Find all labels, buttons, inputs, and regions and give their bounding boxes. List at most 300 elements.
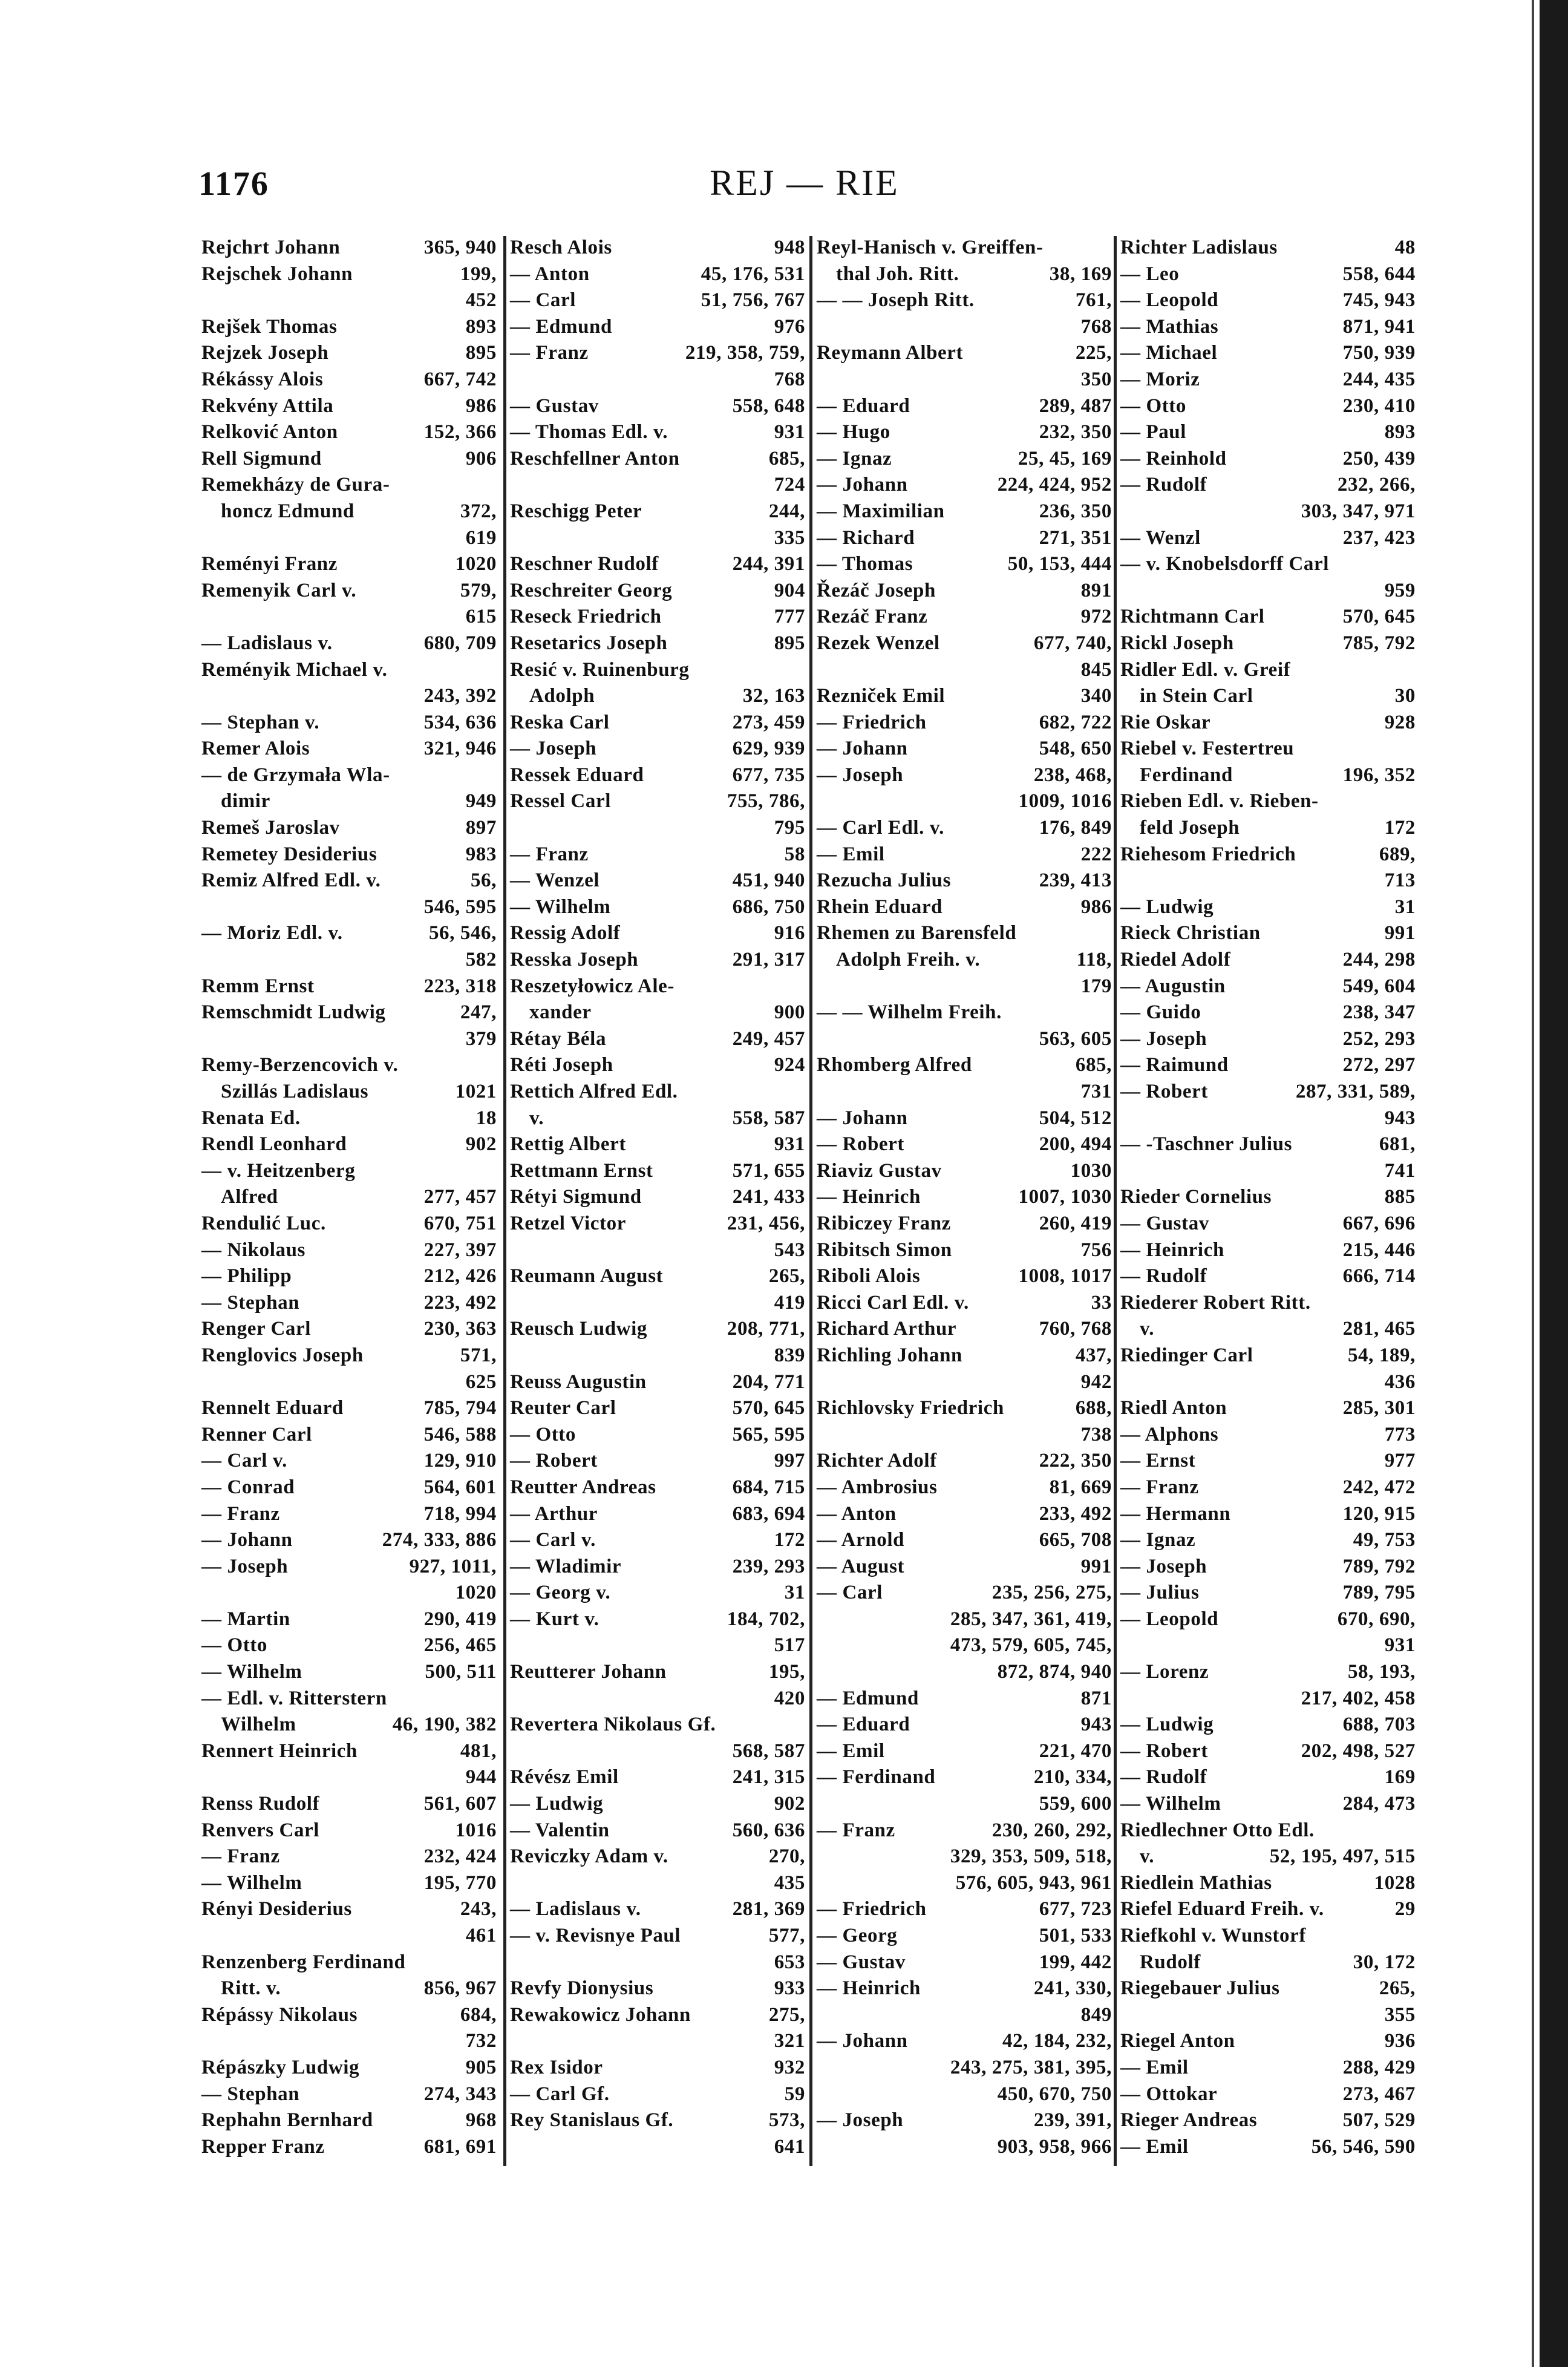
index-entry <box>1120 1606 1416 1633</box>
index-entry <box>201 630 497 657</box>
entry-page-refs: 237, 423 <box>1342 526 1416 549</box>
entry-page-refs: 931 <box>774 421 805 444</box>
entry-name: — Eduard <box>817 394 910 417</box>
entry-name: Riboli Alois <box>817 1265 921 1288</box>
entry-page-refs: 33 <box>1091 1291 1112 1314</box>
entry-page-refs: 58, 193, <box>1347 1661 1416 1683</box>
entry-name: — Raimund <box>1120 1054 1229 1076</box>
entry-name: Répászky Ludwig <box>201 2056 360 2078</box>
entry-name: Ricci Carl Edl. v. <box>817 1291 969 1314</box>
index-entry <box>201 710 497 736</box>
entry-name: — Carl Edl. v. <box>817 817 945 839</box>
entry-name: Riegebauer Julius <box>1120 1977 1280 2000</box>
index-entry <box>510 1052 805 1079</box>
index-entry <box>510 1712 805 1738</box>
index-entry <box>510 1896 805 1923</box>
entry-page-refs <box>1410 1290 1416 1317</box>
entry-name: — — Wilhelm Freih. <box>817 1001 1002 1024</box>
entry-name: — Joseph <box>510 738 597 760</box>
entry-name: Riaviz Gustav <box>817 1159 942 1182</box>
index-entry <box>817 1896 1112 1923</box>
index-entry-continuation <box>201 947 497 974</box>
entry-page-refs: 238, 347 <box>1342 1001 1416 1024</box>
index-entry <box>817 2107 1112 2134</box>
entry-page-refs: 724 <box>774 474 805 496</box>
entry-page-refs: 481, <box>460 1740 497 1762</box>
entry-page-refs: 340 <box>1080 685 1112 707</box>
index-entry-continuation <box>817 1870 1112 1897</box>
entry-name: — Gustav <box>1120 1212 1209 1234</box>
entry-page-refs: 681, <box>1379 1133 1416 1156</box>
index-entry-continuation <box>510 1237 805 1264</box>
entry-page-refs: 685, <box>768 447 805 470</box>
entry-name: — Gustav <box>817 1951 906 1973</box>
entry-page-refs: 435 <box>774 1871 805 1894</box>
index-entry <box>1120 1791 1416 1818</box>
entry-name: — Otto <box>201 1634 267 1657</box>
entry-page-refs: 750, 939 <box>1342 342 1416 364</box>
index-entry-continuation <box>1120 499 1416 525</box>
index-entry <box>201 1131 497 1158</box>
index-entry-continuation <box>510 2028 805 2055</box>
entry-page-refs: 667, 742 <box>423 368 497 390</box>
entry-name: — Friedrich <box>817 711 927 733</box>
entry-page-refs: 54, 189, <box>1347 1344 1416 1366</box>
entry-name: — Thomas Edl. v. <box>510 421 668 444</box>
entry-page-refs: 179 <box>1080 975 1112 997</box>
entry-page-refs: 250, 439 <box>1342 447 1416 470</box>
entry-name: Resetarics Joseph <box>510 632 668 654</box>
entry-page-refs: 755, 786, <box>727 790 805 813</box>
index-entry <box>201 2107 497 2134</box>
entry-page-refs: 1020 <box>455 1582 497 1604</box>
index-entry <box>817 551 1112 578</box>
index-column-4 <box>1120 235 1416 2160</box>
index-entry-continuation <box>510 1343 805 1369</box>
entry-page-refs: 504, 512 <box>1039 1107 1112 1129</box>
entry-name: — Julius <box>1120 1582 1200 1604</box>
index-entry <box>510 1105 805 1132</box>
entry-name: — August <box>817 1555 905 1577</box>
entry-page-refs: 243, <box>460 1898 497 1920</box>
index-entry <box>1120 842 1416 868</box>
index-entry <box>1120 1764 1416 1791</box>
entry-page-refs: 287, 331, 589, <box>1295 1081 1416 1102</box>
entry-name: Rhein Eduard <box>817 895 943 918</box>
entry-name: — -Taschner Julius <box>1120 1133 1293 1156</box>
index-entry <box>510 974 805 1000</box>
index-entry-continuation <box>817 2134 1112 2161</box>
entry-page-refs <box>1410 1923 1416 1950</box>
index-entry <box>817 710 1112 736</box>
entry-name: Riefkohl v. Wunstorf <box>1120 1925 1306 1946</box>
entry-page-refs: 58 <box>784 843 805 865</box>
index-entry <box>1120 1131 1416 1158</box>
entry-page-refs: 684, 715 <box>732 1476 805 1498</box>
index-entry <box>817 604 1112 630</box>
entry-name: — Johann <box>817 1107 908 1129</box>
entry-page-refs: 223, 492 <box>423 1291 497 1314</box>
entry-page-refs: 199, <box>460 263 497 285</box>
entry-page-refs: 242, 472 <box>1342 1476 1416 1498</box>
index-entry <box>201 657 497 684</box>
entry-name: Rennelt Eduard <box>201 1397 344 1419</box>
entry-page-refs: 563, 605 <box>1039 1027 1112 1050</box>
entry-name: — Joseph <box>817 2109 904 2132</box>
entry-page-refs: 215, 446 <box>1342 1239 1416 1261</box>
entry-page-refs <box>1106 235 1112 261</box>
entry-page-refs: 685, <box>1075 1054 1112 1076</box>
entry-name: Rétyi Sigmund <box>510 1186 642 1208</box>
entry-page-refs: 893 <box>465 315 497 338</box>
entry-page-refs: 507, 529 <box>1342 2109 1416 2132</box>
index-entry <box>817 1211 1112 1237</box>
entry-name: Ressig Adolf <box>510 922 621 945</box>
entry-name: — Ludwig <box>510 1793 604 1815</box>
entry-page-refs: 202, 498, 527 <box>1301 1740 1416 1762</box>
entry-page-refs: 968 <box>465 2109 497 2132</box>
entry-name: — Moriz <box>1120 368 1200 390</box>
entry-page-refs: 789, 792 <box>1342 1555 1416 1577</box>
index-entry <box>817 1184 1112 1211</box>
entry-name: Renglovics Joseph <box>201 1344 364 1366</box>
entry-name: Richard Arthur <box>817 1318 957 1340</box>
entry-page-refs: 223, 318 <box>423 975 497 997</box>
entry-page-refs: 667, 696 <box>1342 1212 1416 1234</box>
index-entry <box>817 287 1112 314</box>
entry-name: Riebel v. Festertreu <box>1120 738 1295 760</box>
entry-page-refs: 420 <box>774 1687 805 1709</box>
index-entry <box>1120 2107 1416 2134</box>
entry-name: — Carl v. <box>201 1450 287 1472</box>
index-entry <box>1120 1923 1416 1950</box>
index-entry-continuation <box>817 2081 1112 2108</box>
index-entry <box>510 710 805 736</box>
entry-page-refs: 943 <box>1080 1714 1112 1736</box>
entry-name: — v. Revisnye Paul <box>510 1925 681 1946</box>
entry-page-refs: 576, 605, 943, 961 <box>955 1871 1112 1894</box>
entry-name: — Nikolaus <box>201 1239 305 1261</box>
entry-page-refs: 760, 768 <box>1039 1318 1112 1340</box>
entry-page-refs: 230, 260, 292, <box>991 1819 1112 1841</box>
entry-name: Reymann Albert <box>817 342 964 364</box>
entry-page-refs: 1007, 1030 <box>1018 1186 1112 1208</box>
entry-name: — Rudolf <box>1120 1265 1207 1288</box>
index-entry <box>510 604 805 630</box>
entry-name: — Robert <box>1120 1081 1209 1102</box>
entry-page-refs: 732 <box>465 2030 497 2052</box>
entry-name: Remeš Jaroslav <box>201 817 340 839</box>
index-entry <box>1120 1316 1416 1343</box>
entry-name: Rey Stanislaus Gf. <box>510 2109 674 2132</box>
entry-page-refs <box>491 472 497 499</box>
entry-page-refs: 577, <box>768 1925 805 1946</box>
entry-page-refs: 51, 756, 767 <box>701 289 805 312</box>
index-entry-continuation <box>1120 578 1416 604</box>
entry-name: Rudolf <box>1140 1951 1201 1973</box>
entry-page-refs: 217, 402, 458 <box>1301 1687 1416 1709</box>
entry-page-refs: 683, 694 <box>732 1502 805 1525</box>
entry-page-refs: 579, <box>460 579 497 601</box>
entry-name: Revertera Nikolaus Gf. <box>510 1714 716 1736</box>
index-entry <box>510 1395 805 1422</box>
index-entry <box>201 314 497 341</box>
entry-page-refs: 688, 703 <box>1342 1714 1416 1736</box>
column-divider <box>503 236 506 2166</box>
entry-page-refs: 204, 771 <box>732 1370 805 1393</box>
entry-name: Reschigg Peter <box>510 500 642 522</box>
index-entry-continuation <box>201 1580 497 1606</box>
index-entry <box>1120 1290 1416 1317</box>
index-entry <box>1120 1580 1416 1606</box>
entry-name: — Wladimir <box>510 1555 622 1577</box>
entry-page-refs: 231, 456, <box>727 1212 805 1234</box>
entry-name: Rell Sigmund <box>201 447 322 470</box>
entry-page-refs: 895 <box>465 342 497 364</box>
entry-name: Renss Rudolf <box>201 1793 320 1815</box>
index-entry <box>201 736 497 762</box>
index-entry <box>1120 261 1416 288</box>
index-entry <box>201 1554 497 1580</box>
entry-page-refs: 561, 607 <box>423 1793 497 1815</box>
entry-page-refs: 152, 366 <box>423 421 497 444</box>
entry-name: — Mathias <box>1120 315 1219 338</box>
index-entry <box>1120 340 1416 367</box>
entry-page-refs: 856, 967 <box>423 1977 497 2000</box>
index-entry-continuation <box>201 894 497 921</box>
entry-name: Richlovsky Friedrich <box>817 1397 1004 1419</box>
index-entry-continuation <box>1120 1369 1416 1396</box>
index-entry <box>201 472 497 499</box>
index-entry <box>201 1158 497 1185</box>
entry-page-refs: 931 <box>774 1133 805 1156</box>
entry-page-refs: 916 <box>774 922 805 945</box>
entry-name: Renzenberg Ferdinand <box>201 1951 406 1973</box>
index-entry <box>201 578 497 604</box>
index-entry <box>817 1527 1112 1554</box>
entry-page-refs: 45, 176, 531 <box>701 263 805 285</box>
entry-page-refs: 249, 457 <box>732 1027 805 1050</box>
entry-page-refs: 239, 293 <box>732 1555 805 1577</box>
entry-name: Rickl Joseph <box>1120 632 1234 654</box>
entry-page-refs: 379 <box>465 1027 497 1050</box>
index-entry <box>1120 1263 1416 1290</box>
index-entry <box>817 1501 1112 1528</box>
entry-page-refs: 1009, 1016 <box>1018 790 1112 813</box>
entry-name: Rezek Wenzel <box>817 632 940 654</box>
entry-name: Reményi Franz <box>201 553 338 575</box>
index-entry <box>201 1263 497 1290</box>
entry-page-refs: 239, 391, <box>1033 2109 1112 2132</box>
entry-name: Wilhelm <box>221 1714 296 1736</box>
entry-page-refs: 256, 465 <box>423 1634 497 1657</box>
entry-name: Richling Johann <box>817 1344 962 1366</box>
entry-name: — Eduard <box>817 1714 910 1736</box>
index-entry <box>817 1316 1112 1343</box>
entry-name: — Hermann <box>1120 1502 1231 1525</box>
entry-name: — Leopold <box>1120 1608 1219 1630</box>
entry-name: — Hugo <box>817 421 890 444</box>
index-entry <box>1120 710 1416 736</box>
entry-name: Reményik Michael v. <box>201 658 388 681</box>
index-entry <box>1120 1554 1416 1580</box>
entry-name: — Edmund <box>510 315 612 338</box>
entry-page-refs: 839 <box>774 1344 805 1366</box>
entry-page-refs: 120, 915 <box>1342 1502 1416 1525</box>
entry-page-refs: 625 <box>465 1370 497 1393</box>
entry-name: — Moriz Edl. v. <box>201 922 343 945</box>
index-entry <box>510 1554 805 1580</box>
entry-name: — Richard <box>817 526 915 549</box>
entry-name: in Stein Carl <box>1140 685 1253 707</box>
entry-page-refs: 227, 397 <box>423 1239 497 1261</box>
entry-name: — Philipp <box>201 1265 292 1288</box>
index-entry <box>1120 1475 1416 1501</box>
index-entry <box>1120 314 1416 341</box>
entry-page-refs: 549, 604 <box>1342 975 1416 997</box>
entry-page-refs: 289, 487 <box>1039 394 1112 417</box>
entry-page-refs: 18 <box>475 1107 497 1129</box>
entry-name: — Thomas <box>817 553 913 575</box>
index-entry-continuation <box>817 657 1112 684</box>
index-entry <box>201 1475 497 1501</box>
entry-page-refs: 195, 770 <box>423 1871 497 1894</box>
entry-page-refs: 281, 369 <box>732 1898 805 1920</box>
entry-name: — Franz <box>201 1502 280 1525</box>
index-entry <box>510 1527 805 1554</box>
index-entry <box>817 842 1112 868</box>
entry-page-refs: 741 <box>1384 1159 1416 1182</box>
entry-name: — Kurt v. <box>510 1608 599 1630</box>
entry-page-refs: 451, 940 <box>732 869 805 892</box>
entry-name: — Martin <box>201 1608 290 1630</box>
entry-page-refs: 904 <box>774 579 805 601</box>
entry-page-refs: 548, 650 <box>1039 738 1112 760</box>
entry-name: — — Joseph Ritt. <box>817 289 975 312</box>
index-entry <box>1120 472 1416 499</box>
entry-page-refs: 871 <box>1080 1687 1112 1709</box>
entry-page-refs: 241, 315 <box>732 1766 805 1789</box>
index-entry-continuation <box>1120 1632 1416 1659</box>
index-entry <box>510 551 805 578</box>
entry-page-refs: 571, <box>460 1344 497 1366</box>
index-entry <box>1120 2134 1416 2161</box>
entry-name: Répássy Nikolaus <box>201 2003 358 2026</box>
entry-name: — Rudolf <box>1120 474 1207 496</box>
entry-page-refs <box>1410 1818 1416 1844</box>
entry-name: — Conrad <box>201 1476 295 1498</box>
entry-name: Ribitsch Simon <box>817 1239 952 1261</box>
entry-name: Rettig Albert <box>510 1133 626 1156</box>
index-entry <box>1120 974 1416 1000</box>
index-entry-continuation <box>510 1686 805 1712</box>
entry-name: Rhemen zu Barensfeld <box>817 922 1017 945</box>
entry-name: Ressel Carl <box>510 790 611 813</box>
entry-name: Rezáč Franz <box>817 606 928 628</box>
entry-page-refs: 677, 723 <box>1039 1898 1112 1920</box>
entry-page-refs: 571, 655 <box>732 1159 805 1182</box>
index-entry-continuation <box>510 1632 805 1659</box>
index-entry <box>817 525 1112 552</box>
entry-name: — Franz <box>817 1819 895 1841</box>
index-entry <box>510 235 805 261</box>
entry-name: — Heinrich <box>817 1186 921 1208</box>
index-entry <box>1120 1211 1416 1237</box>
entry-page-refs: 29 <box>1394 1898 1416 1920</box>
index-column-3 <box>817 235 1112 2160</box>
entry-page-refs: 976 <box>774 315 805 338</box>
entry-name: — Wilhelm <box>510 895 611 918</box>
entry-page-refs: 738 <box>1080 1423 1112 1445</box>
entry-page-refs <box>1410 657 1416 684</box>
entry-name: — Joseph <box>201 1555 289 1577</box>
index-entry <box>817 1686 1112 1712</box>
index-entry <box>1120 1659 1416 1686</box>
entry-name: — Ernst <box>1120 1450 1196 1472</box>
entry-page-refs: 452 <box>465 289 497 312</box>
entry-name: Rettich Alfred Edl. <box>510 1081 678 1102</box>
entry-page-refs: 222, 350 <box>1039 1450 1112 1472</box>
entry-page-refs: 372, <box>460 500 497 522</box>
entry-page-refs: 222 <box>1080 843 1112 865</box>
index-entry <box>1120 1501 1416 1528</box>
index-entry <box>1120 1844 1416 1870</box>
entry-name: Riehesom Friedrich <box>1120 843 1296 865</box>
index-entry <box>1120 630 1416 657</box>
entry-page-refs: 243, 275, 381, 395, <box>950 2056 1112 2078</box>
index-entry <box>201 1950 497 1976</box>
entry-name: Remenyik Carl v. <box>201 579 357 601</box>
index-entry <box>817 1738 1112 1765</box>
entry-page-refs: 718, 994 <box>423 1502 497 1525</box>
entry-page-refs: 686, 750 <box>732 895 805 918</box>
index-entry <box>1120 604 1416 630</box>
index-entry <box>817 446 1112 473</box>
entry-page-refs: 931 <box>1384 1634 1416 1657</box>
entry-page-refs: 208, 771, <box>727 1318 805 1340</box>
entry-page-refs: 1020 <box>455 553 497 575</box>
index-entry <box>510 1263 805 1290</box>
index-entry <box>510 657 805 684</box>
index-entry <box>201 1896 497 1923</box>
entry-page-refs: 1021 <box>455 1081 497 1102</box>
entry-page-refs: 986 <box>465 394 497 417</box>
entry-name: — Joseph <box>817 764 904 786</box>
entry-page-refs: 500, 511 <box>425 1661 497 1683</box>
entry-name: — Emil <box>817 1740 885 1762</box>
entry-name: v. <box>1140 1845 1155 1868</box>
entry-page-refs: 560, 636 <box>732 1819 805 1841</box>
index-entry-continuation <box>510 367 805 393</box>
entry-page-refs: 52, 195, 497, 515 <box>1269 1845 1416 1868</box>
index-entry <box>1120 1896 1416 1923</box>
index-entry <box>1120 525 1416 552</box>
entry-name: Reschner Rudolf <box>510 553 659 575</box>
entry-name: Rendl Leonhard <box>201 1133 347 1156</box>
index-entry <box>817 1395 1112 1422</box>
index-entry <box>1120 2081 1416 2108</box>
entry-name: Reuss Augustin <box>510 1370 647 1393</box>
index-entry <box>1120 419 1416 446</box>
index-entry <box>817 1105 1112 1132</box>
page-number: 1176 <box>198 165 269 203</box>
entry-page-refs: 559, 600 <box>1039 1793 1112 1815</box>
entry-name: Retzel Victor <box>510 1212 626 1234</box>
entry-page-refs: 247, <box>460 1001 497 1024</box>
index-entry-continuation <box>510 1290 805 1317</box>
entry-name: Reschfellner Anton <box>510 447 680 470</box>
entry-page-refs: 949 <box>465 790 497 813</box>
